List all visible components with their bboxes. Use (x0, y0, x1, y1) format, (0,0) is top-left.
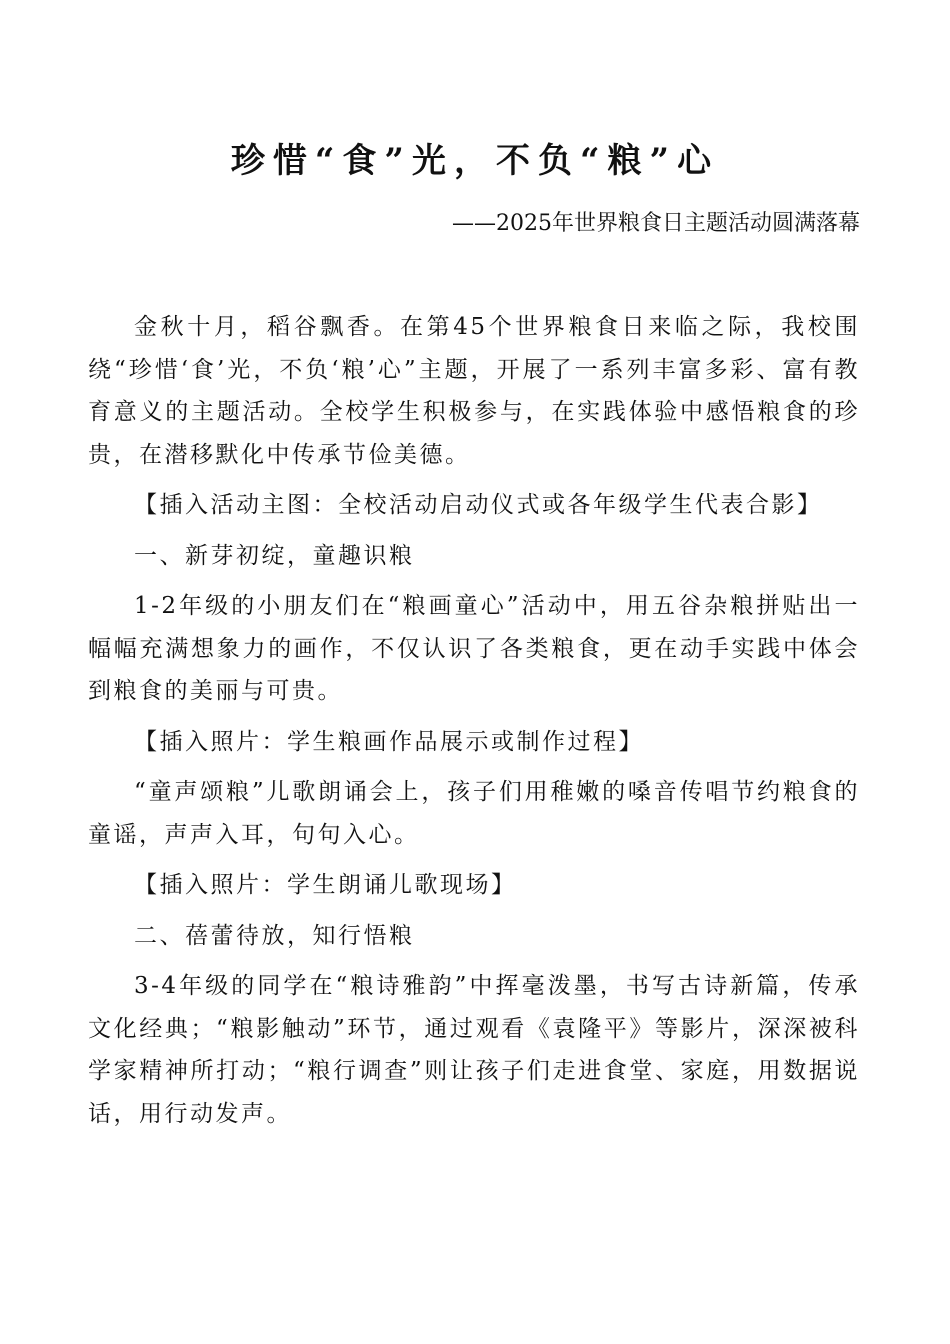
paragraph-intro: 金秋十月，稻谷飘香。在第45个世界粮食日来临之际，我校围绕“珍惜‘食’光，不负‘粮’心”主题，开展了一系列丰富多彩、富有教育意义的主题活动。全校学生积极参与，在实践体验中感悟粮食的珍贵，在潜移默化中传承节俭美德。 (88, 314, 860, 468)
section-heading-2: 二、蓓蕾待放，知行悟粮 (134, 922, 415, 949)
section-heading-1: 一、新芽初绽，童趣识粮 (134, 542, 415, 569)
paragraph-placeholder-recital: 【插入照片：学生朗诵儿歌现场】 (134, 872, 517, 898)
paragraph-placeholder-main-image: 【插入活动主图：全校活动启动仪式或各年级学生代表合影】 (134, 492, 823, 518)
paragraph-recital: “童声颂粮”儿歌朗诵会上，孩子们用稚嫩的嗓音传唱节约粮食的童谣，声声入耳，句句入心。 (88, 779, 860, 848)
paragraph-grade-3-4: 3-4年级的同学在“粮诗雅韵”中挥毫泼墨，书写古诗新篇，传承文化经典；“粮影触动”环节，通过观看《袁隆平》等影片，深深被科学家精神所打动；“粮行调查”则让孩子们走进食堂、家庭，用数据说话，用行动发声。 (88, 973, 860, 1127)
document-title: 珍惜“食”光，不负“粮”心 (230, 141, 720, 181)
paragraph-grade-1-2: 1-2年级的小朋友们在“粮画童心”活动中，用五谷杂粮拼贴出一幅幅充满想象力的画作，不仅认识了各类粮食，更在动手实践中体会到粮食的美丽与可贵。 (88, 593, 860, 704)
paragraph-placeholder-grain-art: 【插入照片：学生粮画作品展示或制作过程】 (134, 728, 644, 755)
document-subtitle: ——2025年世界粮食日主题活动圆满落幕 (452, 211, 860, 236)
document-body (88, 306, 860, 1143)
